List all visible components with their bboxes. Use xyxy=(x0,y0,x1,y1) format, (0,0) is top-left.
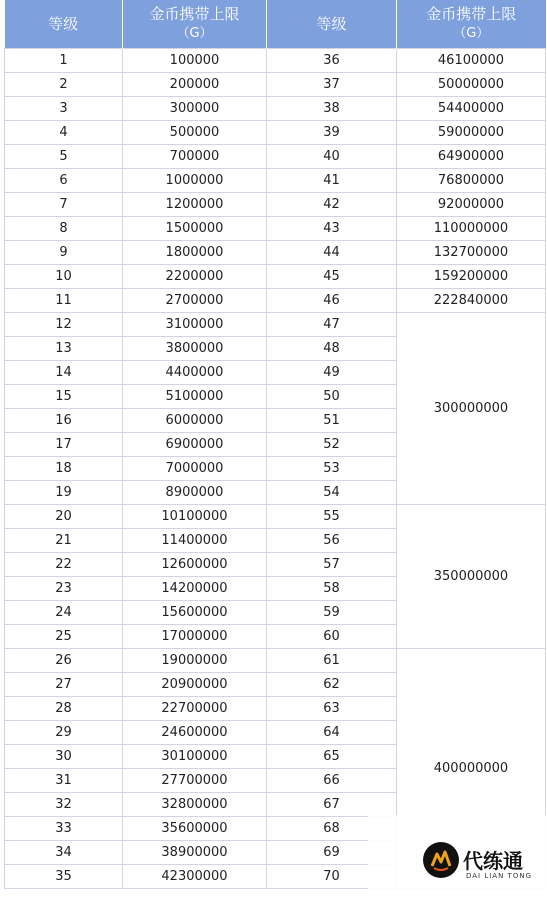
level-cell: 33 xyxy=(5,817,123,841)
level-cell: 4 xyxy=(5,121,123,145)
cap-cell: 10100000 xyxy=(123,505,267,529)
cap-cell: 46100000 xyxy=(397,49,546,73)
level-cell: 47 xyxy=(267,313,397,337)
cap-cell: 222840000 xyxy=(397,289,546,313)
level-cell: 24 xyxy=(5,601,123,625)
level-cell: 9 xyxy=(5,241,123,265)
gold-cap-table xyxy=(4,0,546,889)
level-cell: 8 xyxy=(5,217,123,241)
level-cell: 16 xyxy=(5,409,123,433)
cap-cell: 3800000 xyxy=(123,337,267,361)
level-cell: 10 xyxy=(5,265,123,289)
level-cell: 23 xyxy=(5,577,123,601)
cap-cell: 1800000 xyxy=(123,241,267,265)
cap-cell: 54400000 xyxy=(397,97,546,121)
level-cell: 6 xyxy=(5,169,123,193)
cap-cell: 76800000 xyxy=(397,169,546,193)
table-row xyxy=(5,145,546,169)
header-cap-unit: （G） xyxy=(176,26,213,41)
cap-cell: 22700000 xyxy=(123,697,267,721)
table-row xyxy=(5,193,546,217)
cap-cell: 15600000 xyxy=(123,601,267,625)
header-cap-label: 金币携带上限 xyxy=(149,5,240,23)
table-row xyxy=(5,289,546,313)
merged-cap-cell: 350000000 xyxy=(397,505,546,649)
level-cell: 1 xyxy=(5,49,123,73)
cap-cell: 92000000 xyxy=(397,193,546,217)
level-cell: 50 xyxy=(267,385,397,409)
table-row xyxy=(5,265,546,289)
level-cell: 69 xyxy=(267,841,397,865)
table-row xyxy=(5,97,546,121)
level-cell: 66 xyxy=(267,769,397,793)
level-cell: 37 xyxy=(267,73,397,97)
level-cell: 42 xyxy=(267,193,397,217)
table-row xyxy=(5,121,546,145)
level-cell: 27 xyxy=(5,673,123,697)
cap-cell: 100000 xyxy=(123,49,267,73)
level-cell: 39 xyxy=(267,121,397,145)
header-cap-2 xyxy=(397,0,546,49)
cap-cell: 50000000 xyxy=(397,73,546,97)
level-cell: 70 xyxy=(267,865,397,889)
level-cell: 5 xyxy=(5,145,123,169)
level-cell: 32 xyxy=(5,793,123,817)
cap-cell: 27700000 xyxy=(123,769,267,793)
table-row xyxy=(5,649,546,673)
cap-cell: 30100000 xyxy=(123,745,267,769)
header-level-1: 等级 xyxy=(5,0,123,49)
level-cell: 25 xyxy=(5,625,123,649)
level-cell: 29 xyxy=(5,721,123,745)
cap-cell: 59000000 xyxy=(397,121,546,145)
level-cell: 48 xyxy=(267,337,397,361)
level-cell: 26 xyxy=(5,649,123,673)
level-cell: 30 xyxy=(5,745,123,769)
cap-cell: 700000 xyxy=(123,145,267,169)
cap-cell: 1500000 xyxy=(123,217,267,241)
level-cell: 21 xyxy=(5,529,123,553)
header-cap-unit: （G） xyxy=(453,26,490,41)
level-cell: 68 xyxy=(267,817,397,841)
header-cap-label: 金币携带上限 xyxy=(426,5,517,23)
level-cell: 34 xyxy=(5,841,123,865)
table-row xyxy=(5,313,546,337)
level-cell: 62 xyxy=(267,673,397,697)
level-cell: 7 xyxy=(5,193,123,217)
table-body xyxy=(5,49,546,889)
table-row xyxy=(5,73,546,97)
cap-cell: 1200000 xyxy=(123,193,267,217)
cap-cell: 8900000 xyxy=(123,481,267,505)
level-cell: 15 xyxy=(5,385,123,409)
cap-cell: 14200000 xyxy=(123,577,267,601)
logo-subtext: DAI LIAN TONG xyxy=(466,872,533,880)
cap-cell: 64900000 xyxy=(397,145,546,169)
level-cell: 11 xyxy=(5,289,123,313)
cap-cell: 6900000 xyxy=(123,433,267,457)
level-cell: 59 xyxy=(267,601,397,625)
cap-cell: 24600000 xyxy=(123,721,267,745)
level-cell: 28 xyxy=(5,697,123,721)
cap-cell: 17000000 xyxy=(123,625,267,649)
logo-badge-icon xyxy=(423,842,459,878)
table-row xyxy=(5,505,546,529)
cap-cell: 20900000 xyxy=(123,673,267,697)
level-cell: 45 xyxy=(267,265,397,289)
cap-cell: 500000 xyxy=(123,121,267,145)
level-cell: 40 xyxy=(267,145,397,169)
level-cell: 22 xyxy=(5,553,123,577)
level-cell: 12 xyxy=(5,313,123,337)
level-cell: 20 xyxy=(5,505,123,529)
cap-cell: 5100000 xyxy=(123,385,267,409)
cap-cell: 300000 xyxy=(123,97,267,121)
level-cell: 54 xyxy=(267,481,397,505)
level-cell: 51 xyxy=(267,409,397,433)
level-cell: 44 xyxy=(267,241,397,265)
level-cell: 2 xyxy=(5,73,123,97)
level-cell: 41 xyxy=(267,169,397,193)
cap-cell: 35600000 xyxy=(123,817,267,841)
cap-cell: 12600000 xyxy=(123,553,267,577)
header-cap-1 xyxy=(123,0,267,49)
cap-cell: 200000 xyxy=(123,73,267,97)
cap-cell: 159200000 xyxy=(397,265,546,289)
cap-cell: 42300000 xyxy=(123,865,267,889)
table-row xyxy=(5,169,546,193)
level-cell: 19 xyxy=(5,481,123,505)
merged-cap-cell: 300000000 xyxy=(397,313,546,505)
level-cell: 52 xyxy=(267,433,397,457)
level-cell: 55 xyxy=(267,505,397,529)
cap-cell: 3100000 xyxy=(123,313,267,337)
level-cell: 31 xyxy=(5,769,123,793)
level-cell: 53 xyxy=(267,457,397,481)
cap-cell: 6000000 xyxy=(123,409,267,433)
level-cell: 14 xyxy=(5,361,123,385)
level-cell: 3 xyxy=(5,97,123,121)
cap-cell: 11400000 xyxy=(123,529,267,553)
table-row xyxy=(5,241,546,265)
cap-cell: 19000000 xyxy=(123,649,267,673)
logo-text: 代练通 xyxy=(463,849,523,873)
cap-cell: 32800000 xyxy=(123,793,267,817)
level-cell: 63 xyxy=(267,697,397,721)
cap-cell: 7000000 xyxy=(123,457,267,481)
cap-cell: 132700000 xyxy=(397,241,546,265)
cap-cell: 2200000 xyxy=(123,265,267,289)
level-cell: 49 xyxy=(267,361,397,385)
level-cell: 64 xyxy=(267,721,397,745)
cap-cell: 1000000 xyxy=(123,169,267,193)
level-cell: 46 xyxy=(267,289,397,313)
level-cell: 18 xyxy=(5,457,123,481)
level-cell: 36 xyxy=(267,49,397,73)
cap-cell: 38900000 xyxy=(123,841,267,865)
level-cell: 13 xyxy=(5,337,123,361)
merged-cap-cell: 400000000 xyxy=(397,649,546,889)
cap-cell: 2700000 xyxy=(123,289,267,313)
level-cell: 58 xyxy=(267,577,397,601)
level-cell: 56 xyxy=(267,529,397,553)
level-cell: 61 xyxy=(267,649,397,673)
level-cell: 43 xyxy=(267,217,397,241)
level-cell: 65 xyxy=(267,745,397,769)
table-row xyxy=(5,49,546,73)
level-cell: 17 xyxy=(5,433,123,457)
level-cell: 67 xyxy=(267,793,397,817)
level-cell: 35 xyxy=(5,865,123,889)
cap-cell: 110000000 xyxy=(397,217,546,241)
header-level-2: 等级 xyxy=(267,0,397,49)
level-cell: 38 xyxy=(267,97,397,121)
table-row xyxy=(5,217,546,241)
level-cell: 57 xyxy=(267,553,397,577)
cap-cell: 4400000 xyxy=(123,361,267,385)
level-cell: 60 xyxy=(267,625,397,649)
header-row xyxy=(5,0,546,49)
